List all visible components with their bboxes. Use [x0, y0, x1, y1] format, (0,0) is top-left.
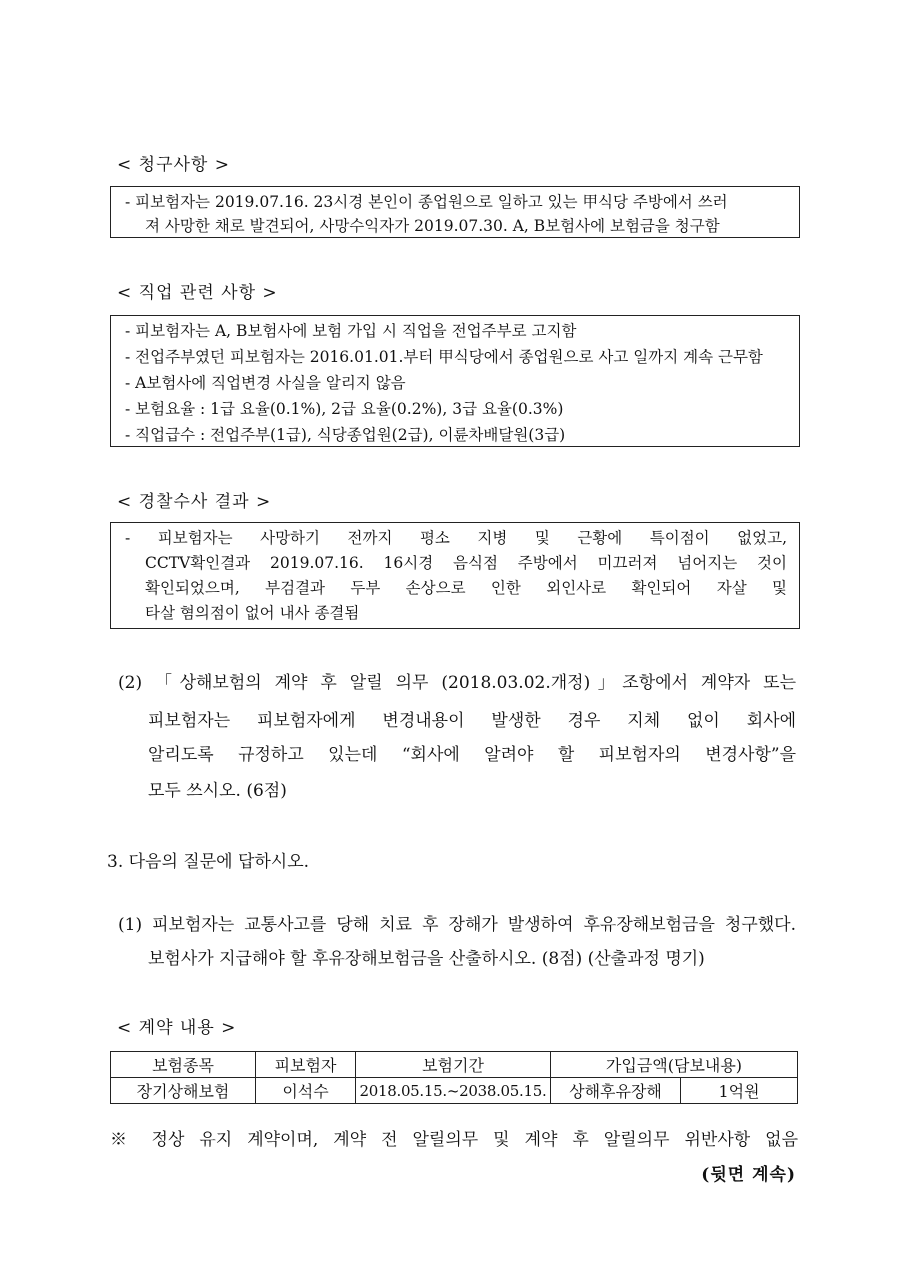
cell-amount: 1억원 [681, 1078, 798, 1104]
police-heading: < 경찰수사 결과 > [117, 492, 272, 512]
police-line-1: - 피보험자는 사망하기 전까지 평소 지병 및 근황에 특이점이 없었고, [125, 529, 787, 547]
question-3-1-line-2: 보험사가 지급해야 할 후유장해보험금을 산출하시오. (8점) (산출과정 명기) [148, 949, 705, 969]
contract-table [110, 1051, 798, 1104]
contract-heading: < 계약 내용 > [117, 1018, 237, 1038]
continue-label: (뒷면 계속) [701, 1165, 796, 1185]
cell-coverage: 상해후유장해 [551, 1078, 681, 1104]
job-line-5: - 직업급수 : 전업주부(1급), 식당종업원(2급), 이륜차배달원(3급) [125, 426, 566, 444]
question-2-line-2: 피보험자는 피보험자에게 변경내용이 발생한 경우 지체 없이 회사에 [148, 711, 796, 731]
question-3-1-line-1: (1) 피보험자는 교통사고를 당해 치료 후 장해가 발생하여 후유장해보험금을 청구했다. [118, 915, 796, 935]
claim-line-2: 져 사망한 채로 발견되어, 사망수익자가 2019.07.30. A, B보험사에 보험금을 청구함 [145, 217, 720, 235]
police-line-4: 타살 혐의점이 없어 내사 종결됨 [145, 604, 360, 622]
job-line-2: - 전업주부였던 피보험자는 2016.01.01.부터 甲식당에서 종업원으로 사고 일까지 계속 근무함 [125, 348, 763, 366]
claim-box [110, 186, 800, 238]
question-2-line-3: 알리도록 규정하고 있는데 “회사에 알려야 할 피보험자의 변경사항”을 [148, 745, 796, 765]
job-line-1: - 피보험자는 A, B보험사에 보험 가입 시 직업을 전업주부로 고지함 [125, 322, 577, 340]
header-period: 보험기간 [356, 1052, 551, 1078]
section-3-title: 3. 다음의 질문에 답하시오. [107, 852, 310, 872]
job-line-3: - A보험사에 직업변경 사실을 알리지 않음 [125, 374, 406, 392]
contract-header-row [111, 1052, 798, 1078]
job-line-4: - 보험요율 : 1급 요율(0.1%), 2급 요율(0.2%), 3급 요율(0.3%) [125, 400, 564, 418]
cell-insured: 이석수 [256, 1078, 356, 1104]
job-box [110, 315, 800, 447]
header-insured: 피보험자 [256, 1052, 356, 1078]
claim-heading: < 청구사항 > [117, 155, 230, 175]
contract-data-row [111, 1078, 798, 1104]
cell-period: 2018.05.15.~2038.05.15. [356, 1078, 551, 1104]
police-line-2: CCTV확인결과 2019.07.16. 16시경 음식점 주방에서 미끄러져 넘어지는 것이 [145, 554, 787, 572]
header-amount: 가입금액(담보내용) [551, 1052, 798, 1078]
header-insurance-type: 보험종목 [111, 1052, 256, 1078]
notice-text: ※ 정상 유지 계약이며, 계약 전 알릴의무 및 계약 후 알릴의무 위반사항 없음 [110, 1130, 798, 1150]
claim-line-1: - 피보험자는 2019.07.16. 23시경 본인이 종업원으로 일하고 있는 甲식당 주방에서 쓰러 [125, 193, 728, 211]
job-heading: < 직업 관련 사항 > [117, 283, 278, 303]
police-line-3: 확인되었으며, 부검결과 두부 손상으로 인한 외인사로 확인되어 자살 및 [145, 579, 787, 597]
question-2-line-4: 모두 쓰시오. (6점) [148, 781, 287, 801]
cell-insurance-type: 장기상해보험 [111, 1078, 256, 1104]
question-2-line-1: (2) 「상해보험의 계약 후 알릴 의무 (2018.03.02.개정)」조항에서 계약자 또는 [118, 673, 796, 693]
police-box [110, 522, 800, 629]
